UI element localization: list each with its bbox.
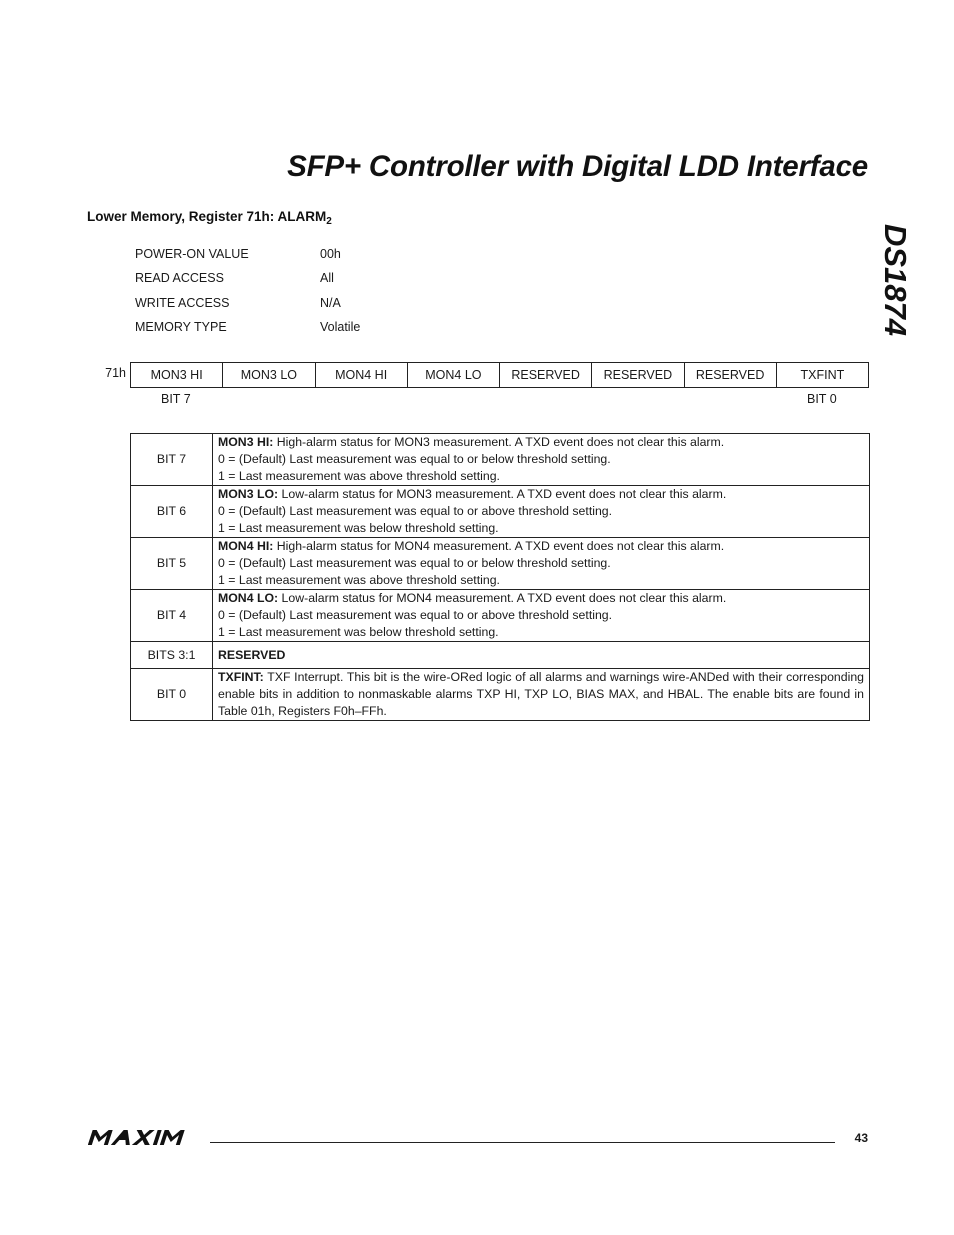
bit-description-line: 1 = Last measurement was below threshold setting.: [218, 521, 499, 535]
property-value: Volatile: [320, 319, 361, 334]
bit-description: [213, 538, 870, 590]
bit-number: BIT 4: [131, 590, 213, 642]
bit-description-line: 1 = Last measurement was above threshold setting.: [218, 573, 500, 587]
maxim-logo-icon: [88, 1129, 198, 1147]
property-value: N/A: [320, 295, 341, 310]
bit-field-name: MON3 LO:: [218, 487, 279, 501]
section-heading: [87, 209, 332, 227]
register-address: 71h: [105, 366, 126, 380]
property-label: MEMORY TYPE: [135, 319, 227, 334]
bit-field-name: RESERVED: [218, 647, 286, 662]
bit-description-line: 0 = (Default) Last measurement was equal to or above threshold setting.: [218, 608, 613, 622]
bit-description-row: [131, 642, 870, 669]
lsb-label: BIT 0: [807, 392, 837, 406]
bit-description-line: 0 = (Default) Last measurement was equal to or below threshold setting.: [218, 452, 611, 466]
bit-description-line: Low-alarm status for MON3 measurement. A TXD event does not clear this alarm.: [281, 487, 727, 501]
property-value: 00h: [320, 247, 341, 261]
register-properties: [135, 247, 360, 344]
document-title: SFP+ Controller with Digital LDD Interface: [287, 150, 868, 183]
property-label: READ ACCESS: [135, 271, 224, 286]
bit-description: [213, 590, 870, 642]
msb-label: BIT 7: [161, 392, 191, 406]
bit-description-line: TXF Interrupt. This bit is the wire-ORed logic of all alarms and warnings wire-ANDed with their corresponding enable bits in addition to nonmaskable alarms TXP HI, TXP LO, BIAS MAX, and HBAL. The enable bits are found in Table 01h, Registers F0h–FFh.: [218, 670, 865, 718]
bit-description-table: [130, 433, 870, 721]
property-label: POWER-ON VALUE: [135, 247, 249, 261]
property-row: [135, 271, 360, 295]
register-bit-cell: MON3 HI: [131, 363, 223, 388]
bit-description: [213, 486, 870, 538]
bit-description: [213, 669, 870, 721]
register-bit-cell: RESERVED: [500, 363, 592, 388]
property-row: [135, 247, 360, 271]
bit-field-name: MON3 HI:: [218, 435, 274, 449]
register-bit-map: [130, 362, 869, 388]
bit-description-line: Low-alarm status for MON4 measurement. A TXD event does not clear this alarm.: [281, 591, 727, 605]
bit-description-line: 1 = Last measurement was below threshold setting.: [218, 625, 499, 639]
register-bit-cell: TXFINT: [776, 363, 868, 388]
property-label: WRITE ACCESS: [135, 295, 230, 310]
part-number: DS1874: [878, 223, 913, 337]
part-number-sidebar: [868, 212, 922, 348]
bit-description-row: [131, 669, 870, 721]
bit-number: BIT 6: [131, 486, 213, 538]
bit-description-line: 1 = Last measurement was above threshold setting.: [218, 469, 500, 483]
bit-number: BIT 0: [131, 669, 213, 721]
bit-description-line: High-alarm status for MON3 measurement. A TXD event does not clear this alarm.: [276, 435, 725, 449]
register-bit-cell: MON4 HI: [315, 363, 407, 388]
bit-description-line: 0 = (Default) Last measurement was equal to or above threshold setting.: [218, 504, 613, 518]
bit-description-row: [131, 486, 870, 538]
property-row: [135, 320, 360, 344]
bit-description-line: High-alarm status for MON4 measurement. A TXD event does not clear this alarm.: [276, 539, 725, 553]
bit-number: BIT 7: [131, 434, 213, 486]
section-heading-subscript: 2: [326, 216, 332, 227]
bit-description: [213, 434, 870, 486]
register-bit-cell: RESERVED: [592, 363, 684, 388]
register-bit-cell: MON3 LO: [223, 363, 315, 388]
bit-number: BIT 5: [131, 538, 213, 590]
bit-description-row: [131, 590, 870, 642]
register-bit-cell: RESERVED: [684, 363, 776, 388]
section-heading-text: Lower Memory, Register 71h: ALARM: [87, 209, 327, 224]
property-value: All: [320, 271, 334, 286]
bit-description-row: [131, 434, 870, 486]
maxim-logo: [88, 1129, 198, 1152]
bit-description-row: [131, 538, 870, 590]
page-number: 43: [854, 1131, 868, 1145]
register-bit-cell: MON4 LO: [407, 363, 499, 388]
bit-field-name: MON4 HI:: [218, 539, 274, 553]
bit-description: [213, 642, 870, 669]
register-bit-row: [131, 363, 869, 388]
bit-field-name: TXFINT:: [218, 670, 264, 684]
bit-description-line: 0 = (Default) Last measurement was equal to or below threshold setting.: [218, 556, 611, 570]
bit-field-name: MON4 LO:: [218, 591, 279, 605]
bit-number: BITS 3:1: [131, 642, 213, 669]
property-row: [135, 296, 360, 320]
footer-rule: [210, 1142, 835, 1143]
